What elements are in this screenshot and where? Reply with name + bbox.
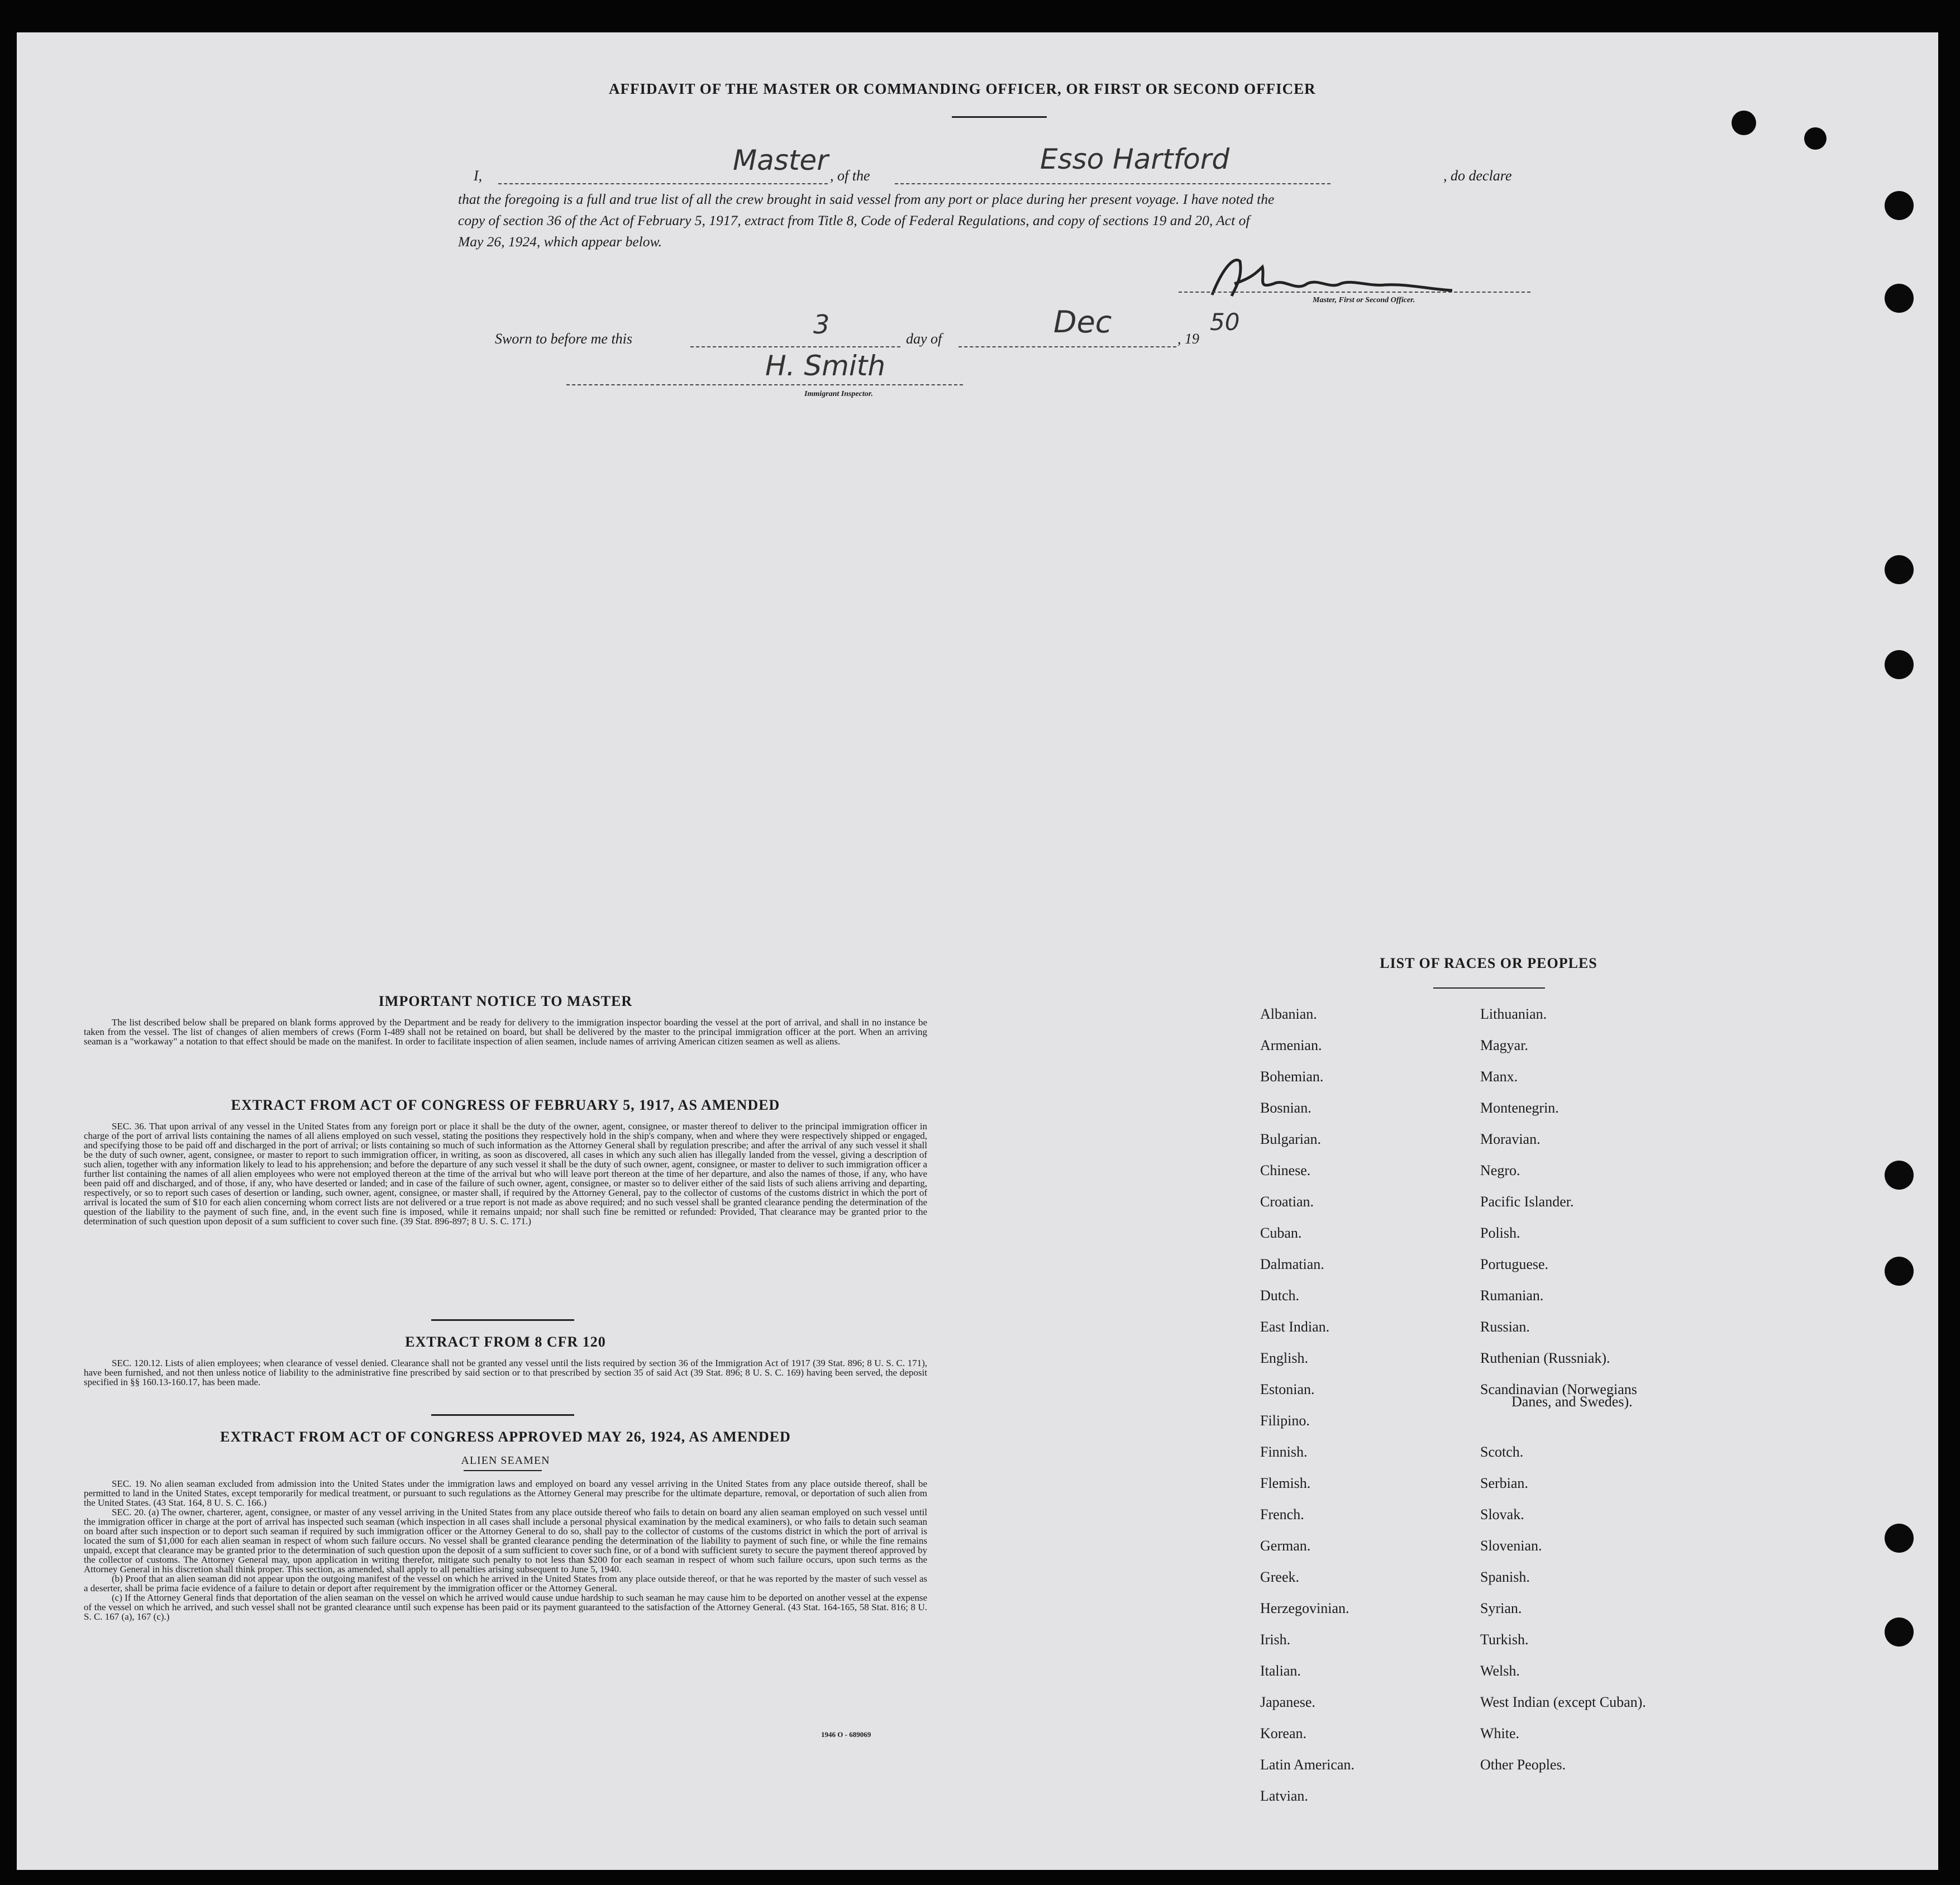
race-item: Bulgarian. [1260, 1131, 1322, 1147]
race-item: Scandinavian (Norwegians [1480, 1381, 1637, 1397]
notice-body: The list described below shall be prepared on blank forms approved by the Department and be ready for delivery to the immigration inspector boarding the vessel at the port of arrival, and shall in no instance be taken from the vessel. The list of changes of alien members of crews (Form I-489 shall not be retained on board, but shall be delivered by the master to the principal immigration officer at the port. When an arriving seaman is a "workaway" a notation to that effect should be made on the manifest. In order to facilitate inspection of alien seamen, include names of arriving American citizen seamen as well as aliens. [84, 1017, 927, 1047]
extract-cfr-body: SEC. 120.12. Lists of alien employees; when clearance of vessel denied. Clearance shall not be granted any vessel until the lists required by section 36 of the Immigration Act of 1917 (39 Stat. 896; 8 U. S. C. 171), have been furnished, and not then unless notice of liability to the administrative fine prescribed by said section or to that prescribed by section 35 of said Act (39 Stat. 896; 8 U. S. C. 169) having been served, the deposit specified in §§ 160.13-160.17, has been made. [84, 1358, 927, 1387]
extract-1917-title: EXTRACT FROM ACT OF CONGRESS OF FEBRUARY 5, 1917, AS AMENDED [231, 1097, 780, 1113]
affidavit-line3: copy of section 36 of the Act of February 5, 1917, extract from Title 8, Code of Federal Regulations, and copy of sections 19 and 20, Act of [458, 212, 1250, 228]
race-item: Armenian. [1260, 1037, 1322, 1053]
day-field-line [690, 346, 900, 347]
race-item: Albanian. [1260, 1006, 1317, 1022]
race-item: English. [1260, 1350, 1308, 1366]
divider-rule [431, 1414, 574, 1416]
race-item: Slovak. [1480, 1506, 1524, 1523]
extract-1924-title: EXTRACT FROM ACT OF CONGRESS APPROVED MAY 26, 1924, AS AMENDED [220, 1429, 791, 1445]
vessel-field-line [895, 183, 1330, 184]
punch-hole [1885, 1161, 1914, 1190]
label-year-prefix: , 19 [1177, 331, 1199, 347]
punch-hole [1885, 650, 1914, 679]
race-item: Flemish. [1260, 1475, 1311, 1491]
punch-hole [1885, 1617, 1914, 1647]
races-title: LIST OF RACES OR PEOPLES [1380, 955, 1597, 971]
race-item: Ruthenian (Russniak). [1480, 1350, 1610, 1366]
inspector-caption: Immigrant Inspector. [804, 390, 873, 398]
race-item: Herzegovinian. [1260, 1600, 1349, 1616]
document-page [17, 32, 1938, 1870]
race-item: Danes, and Swedes). [1511, 1394, 1633, 1410]
name-field-line [498, 183, 828, 184]
race-item: Filipino. [1260, 1412, 1310, 1429]
divider-rule [464, 1470, 542, 1471]
divider-rule [431, 1319, 574, 1321]
label-i: I, [474, 168, 483, 184]
race-item: Dalmatian. [1260, 1256, 1324, 1272]
label-do-declare: , do declare [1443, 168, 1512, 184]
month-field-value: Dec [1053, 304, 1112, 340]
year-field-value: 50 [1210, 308, 1240, 336]
race-item: Polish. [1480, 1225, 1520, 1241]
race-item: Dutch. [1260, 1287, 1300, 1304]
race-item: Serbian. [1480, 1475, 1528, 1491]
punch-hole [1885, 555, 1914, 584]
inspector-signature: H. Smith [765, 350, 886, 382]
race-item: Moravian. [1480, 1131, 1541, 1147]
punch-hole [1885, 1524, 1914, 1553]
sworn-line [495, 304, 1277, 351]
race-item: Latin American. [1260, 1757, 1355, 1773]
print-code: 1946 O - 689069 [821, 1730, 871, 1739]
race-item: East Indian. [1260, 1319, 1330, 1335]
punch-hole [1885, 191, 1914, 220]
vessel-field-value: Esso Hartford [1040, 143, 1230, 175]
affidavit-line2: that the foregoing is a full and true list of all the crew brought in said vessel from any port or place during her present voyage. I have noted the [458, 191, 1275, 207]
race-item: Rumanian. [1480, 1287, 1544, 1304]
race-item: Latvian. [1260, 1788, 1308, 1804]
name-field-value: Master [733, 144, 828, 176]
race-item: Estonian. [1260, 1381, 1315, 1397]
race-item: Scotch. [1480, 1444, 1524, 1460]
race-item: Cuban. [1260, 1225, 1302, 1241]
race-item: Magyar. [1480, 1037, 1528, 1053]
race-item: West Indian (except Cuban). [1480, 1694, 1646, 1710]
label-day-of: day of [906, 331, 942, 347]
sec19-text: SEC. 19. No alien seaman excluded from admission into the United States under the immigration laws and employed on board any vessel arriving in the United States from any place outside thereof, shall be permitted to land in the United States, except temporarily for medical treatment, or pursuant to such regulations as the Attorney General may prescribe for the ultimate departure, removal, or deportation of such alien from the United States. (43 Stat. 164, 8 U. S. C. 166.) [84, 1478, 927, 1508]
race-item: Greek. [1260, 1569, 1300, 1585]
punch-hole [1885, 284, 1914, 313]
month-field-line [958, 346, 1176, 347]
punch-hole [1885, 1257, 1914, 1286]
extract-1924-body [84, 1479, 927, 1621]
race-item: Korean. [1260, 1725, 1307, 1741]
race-item: Other Peoples. [1480, 1757, 1566, 1773]
label-sworn: Sworn to before me this [495, 331, 633, 347]
race-item: Russian. [1480, 1319, 1530, 1335]
master-signature-caption: Master, First or Second Officer. [1313, 296, 1415, 304]
race-item: Bohemian. [1260, 1068, 1324, 1085]
title-rule [952, 116, 1047, 118]
race-item: Lithuanian. [1480, 1006, 1547, 1022]
race-item: Negro. [1480, 1162, 1520, 1178]
inspector-signature-line [566, 384, 963, 385]
day-field-value: 3 [813, 309, 830, 340]
race-item: Portuguese. [1480, 1256, 1549, 1272]
race-item: Syrian. [1480, 1600, 1522, 1616]
race-item: Finnish. [1260, 1444, 1308, 1460]
punch-hole [1804, 127, 1827, 150]
label-of-the: , of the [830, 168, 870, 184]
race-item: Pacific Islander. [1480, 1194, 1574, 1210]
race-item: Montenegrin. [1480, 1100, 1559, 1116]
race-item: Italian. [1260, 1663, 1301, 1679]
race-item: German. [1260, 1538, 1311, 1554]
race-item: French. [1260, 1506, 1304, 1523]
affidavit-line4: May 26, 1924, which appear below. [458, 233, 662, 250]
sec20c-text: (c) If the Attorney General finds that deportation of the alien seaman on the vessel on which he arrived would cause undue hardship to such seaman he may cause him to be deported on another vessel at the expense of the vessel on which he arrived, and such vessel shall not be granted clearance until such expense has been paid or its payment guaranteed to the satisfaction of the Attorney General. (43 Stat. 164-165, 58 Stat. 816; 8 U. S. C. 167 (a), 167 (c).) [84, 1592, 927, 1622]
race-item: Bosnian. [1260, 1100, 1312, 1116]
race-item: Japanese. [1260, 1694, 1315, 1710]
race-item: Croatian. [1260, 1194, 1314, 1210]
master-signature-line [1179, 292, 1530, 293]
race-item: Irish. [1260, 1631, 1291, 1648]
race-item: Chinese. [1260, 1162, 1311, 1178]
notice-title: IMPORTANT NOTICE TO MASTER [378, 993, 633, 1009]
race-item: Spanish. [1480, 1569, 1530, 1585]
affidavit-line1 [459, 143, 1537, 188]
race-item: Turkish. [1480, 1631, 1529, 1648]
affidavit-title: AFFIDAVIT OF THE MASTER OR COMMANDING OFFICER, OR FIRST OR SECOND OFFICER [609, 80, 1316, 97]
race-item: Manx. [1480, 1068, 1518, 1085]
race-item: Welsh. [1480, 1663, 1520, 1679]
sec20b-text: (b) Proof that an alien seaman did not appear upon the outgoing manifest of the vessel on which he arrived in the United States from any place outside thereof, or that he was reported by the master of such vessel as a deserter, shall be prima facie evidence of a failure to detain or deport after requirement by the immigration officer or the Attorney General. [84, 1573, 927, 1593]
extract-1917-body: SEC. 36. That upon arrival of any vessel in the United States from any foreign port or place it shall be the duty of the owner, agent, consignee, or master thereof to deliver to the principal immigration officer in charge of the port of arrival lists containing the names of all aliens employed on such vessel, stating the positions they respectively hold in the ship's company, when and where they were respectively shipped or engaged, and specifying those to be paid off and discharged in the port of arrival; or lists containing so much of such information as the Attorney General shall by regulation prescribe; and after the arrival of any such vessel it shall be the duty of such owner, agent, consignee, or master to report to such immigration officer, in writing, as soon as discovered, all cases in which any such alien has illegally landed from the vessel, giving a description of such alien, together with any information likely to lead to his apprehension; and before the departure of any such vessel it shall be the duty of such owner, agent, consignee, or master to deliver to such immigration officer a further list containing the names of all alien employees who were not employed thereon at the time of the arrival but who will leave port thereon at the time of her departure, and also the names of those, if any, who have been paid off and discharged, and of those, if any, who have deserted or landed; and in case of the failure of such owner, agent, consignee, or master so to deliver either of the said lists of such aliens arriving and departing, respectively, or so to report such cases of desertion or landing, such owner, agent, consignee, or master shall, if required by the Attorney General, pay to the collector of customs of the customs district in which the port of arrival is located the sum of $10 for each alien concerning whom correct lists are not delivered or a true report is not made as above required; and no such vessel shall be granted clearance pending the determination of the question of the liability to the payment of such fine, and, in the event such fine is imposed, while it remains unpaid; nor shall such fine be remitted or refunded: Provided, That clearance may be granted prior to the determination of such question upon deposit of a sum sufficient to cover such fine. (39 Stat. 896-897; 8 U. S. C. 171.) [84, 1121, 927, 1227]
race-item: White. [1480, 1725, 1520, 1741]
punch-hole [1732, 111, 1756, 135]
extract-cfr-title: EXTRACT FROM 8 CFR 120 [405, 1334, 606, 1350]
races-title-rule [1433, 987, 1545, 989]
extract-1924-subtitle: ALIEN SEAMEN [461, 1454, 550, 1467]
race-item: Slovenian. [1480, 1538, 1542, 1554]
sec20a-text: SEC. 20. (a) The owner, charterer, agent, consignee, or master of any vessel arriving in the United States from any place outside thereof who fails to detain on board any alien seaman employed on such vessel until the immigration officer in charge at the port of arrival has inspected such seaman (which inspection in all cases shall include a personal physical examination by the medical examiners), or who fails to detain such seaman on board after such inspection or to deport such seaman if required by such immigration officer or the Attorney General to do so, shall pay to the collector of customs of the customs district in which the port of arrival is located the sum of $1,000 for each alien seaman in respect of whom such failure occurs. No vessel shall be granted clearance pending the determination of the liability to payment of such fine, or while the fine remains unpaid, except that clearance may be granted prior to the determination of such question upon the deposit of a sum sufficient to cover such fine, or of a bond with sufficient surety to secure the payment thereof approved by the collector of customs. The Attorney General may, upon application in writing therefor, mitigate such penalty to not less than $200 for each seaman in respect of whom such failure occurs, upon such terms as the Attorney General in his discretion shall think proper. This section, as amended, shall apply to all penalties arising subsequent to June 5, 1940. [84, 1507, 927, 1574]
